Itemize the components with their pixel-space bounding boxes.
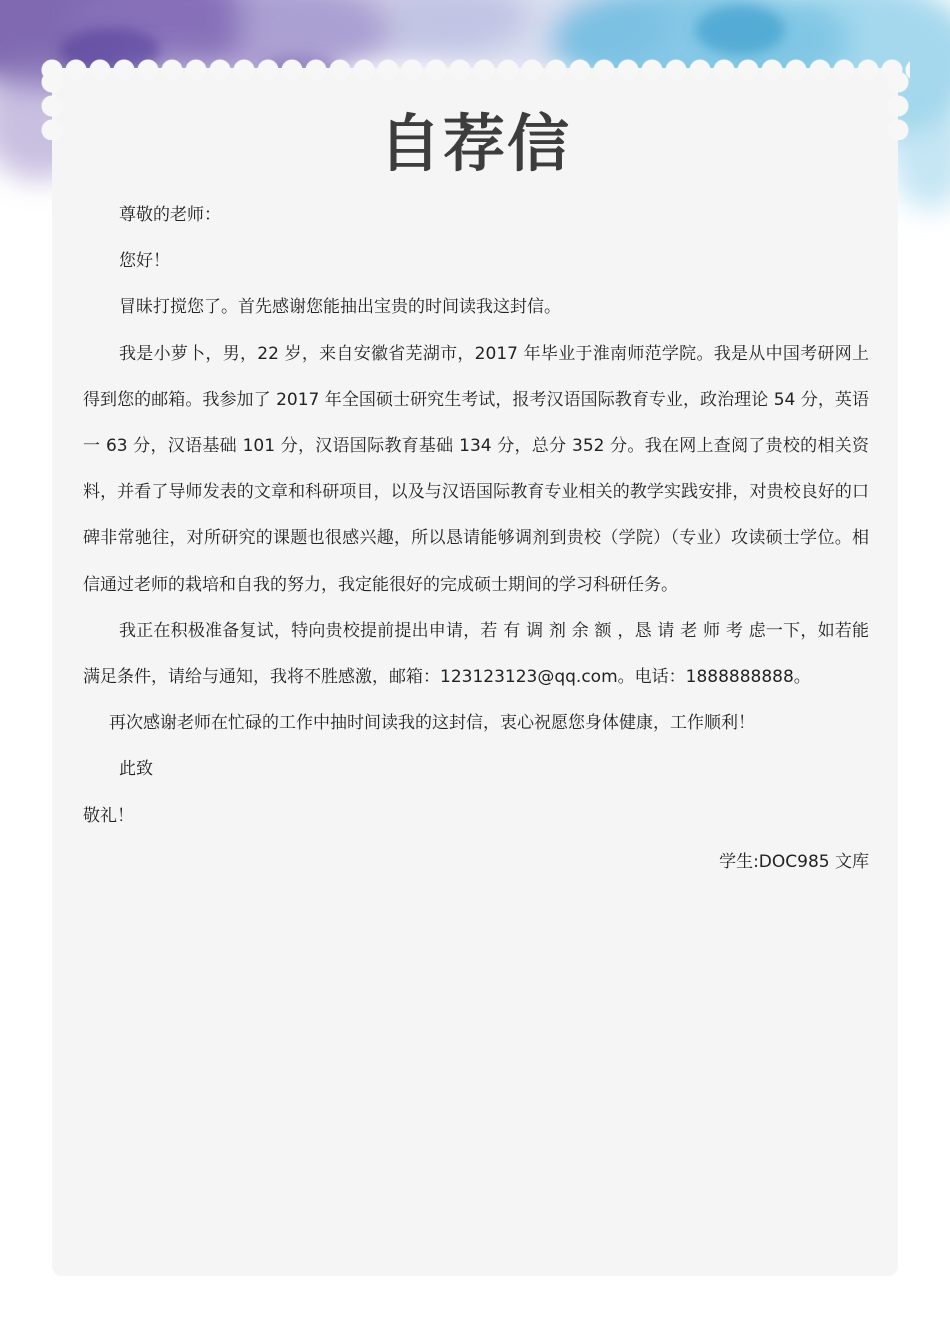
greeting: 尊敬的老师： [119,205,221,225]
letter-body [83,192,869,885]
signature: 学生:DOC985 文库 [719,851,869,872]
body-paragraph: 我是小萝卜，男，22 岁，来自安徽省芜湖市，2017 年毕业于淮南师范学院。我是从中国考研网上得到您的邮箱。我参加了 2017 年全国硕士研究生考试，报考汉语国际教育专业，政治理论 54 分，英语一 63 分，汉语基础 101 分，汉语国际教育基础 134 分，总分 352 分。我在网上查阅了贵校的相关资料，并看了导师发表的文章和科研项目，以及与汉语国际教育专业相关的教学实践安排，对贵校良好的口碑非常驰往，对所研究的课题也很感兴趣，所以恳请能够调剂到贵校（学院）（专业）攻读硕士学位。相信通过老师的栽培和自我的努力，我定能很好的完成硕士期间的学习科研任务。 [83,343,869,595]
salute-line: 敬礼！ [83,805,134,826]
request-paragraph: 我正在积极准备复试，特向贵校提前提出申请，若 有 调 剂 余 额 ，恳 请 老 师 考 虑一下，如若能满足条件，请给与通知，我将不胜感激，邮箱：123123123@qq.com。电话：1888888888。 [83,620,869,688]
intro-paragraph: 冒昧打搅您了。首先感谢您能抽出宝贵的时间读我这封信。 [119,297,561,318]
closing-line: 此致 [119,759,153,780]
thanks-paragraph: 再次感谢老师在忙碌的工作中抽时间读我的这封信，衷心祝愿您身体健康，工作顺利！ [109,713,755,734]
hello-line: 您好！ [119,251,170,272]
letter-title: 自荐信 [378,107,571,180]
scallop-border [40,58,910,82]
